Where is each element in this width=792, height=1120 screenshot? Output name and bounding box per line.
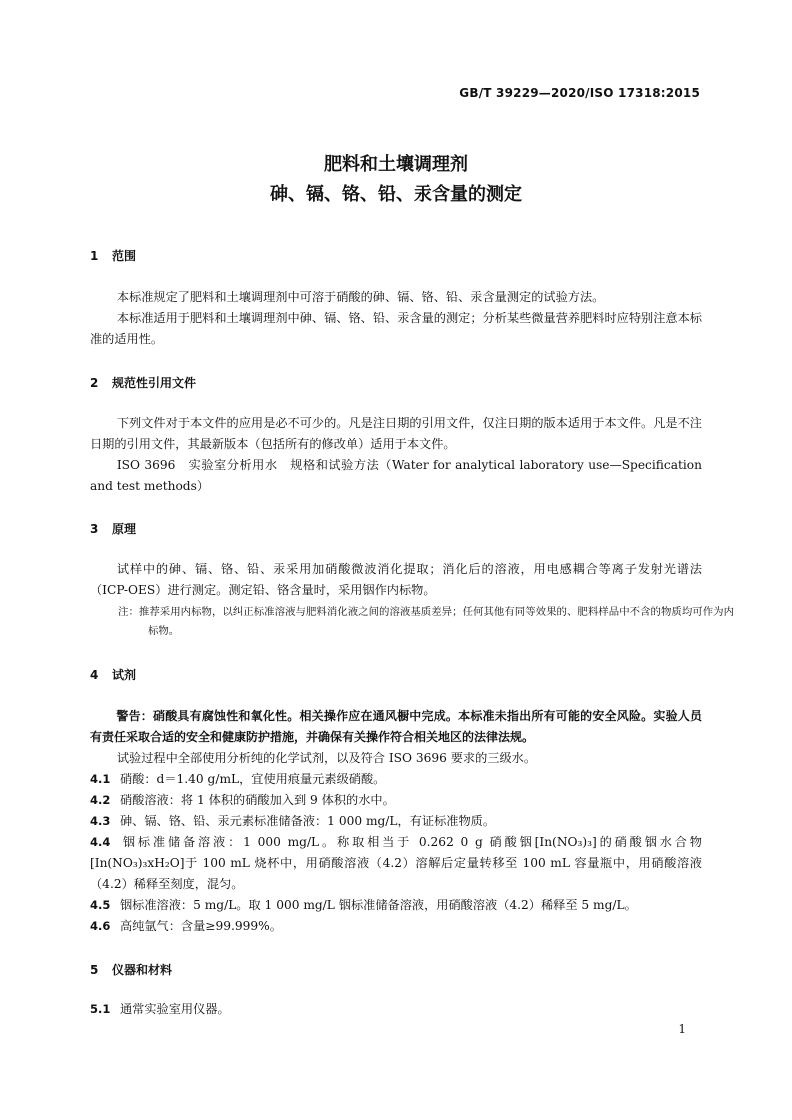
- clause-4-2: 4.2 硝酸溶液：将 1 体积的硝酸加入到 9 体积的水中。: [90, 793, 395, 807]
- section-heading-apparatus: 5 仪器和材料: [90, 963, 173, 977]
- clause-4-1: 4.1 硝酸：d＝1.40 g/mL，宜使用痕量元素级硝酸。: [90, 772, 386, 786]
- principle-note: 注：推荐采用内标物，以纠正标准溶液与肥料消化液之间的溶液基质差异；任何其他有同等效果的、肥料样品中不含的物质均可作为内标物。: [118, 606, 734, 637]
- section-heading-reagents: 4 试剂: [90, 668, 137, 682]
- principle-paragraph: 试样中的砷、镉、铬、铅、汞采用加硝酸微波消化提取；消化后的溶液，用电感耦合等离子发射光谱法（ICP-OES）进行测定。测定铅、铬含量时，采用铟作内标物。: [90, 562, 702, 597]
- clause-4-6: 4.6 高纯氩气：含量≥99.999%。: [90, 919, 282, 933]
- section-heading-scope: 1 范围: [90, 249, 137, 263]
- section-heading-normative-references: 2 规范性引用文件: [90, 376, 197, 390]
- reagents-paragraph: 试验过程中全部使用分析纯的化学试剂，以及符合 ISO 3696 要求的三级水。: [116, 751, 537, 765]
- clause-5-1: 5.1 通常实验室用仪器。: [90, 1002, 230, 1016]
- scope-paragraph-1: 本标准规定了肥料和土壤调理剂中可溶于硝酸的砷、镉、铬、铅、汞含量测定的试验方法。: [116, 290, 605, 304]
- clause-4-4: 4.4 铟标准储备溶液：1 000 mg/L。称取相当于 0.262 0 g 硝酸铟[In(NO₃)₃]的硝酸铟水合物[In(NO₃)₃xH₂O]于 100 mL 烧杯中，用硝酸溶液（4.2）溶解后定量转移至 100 mL 容量瓶中，用硝酸溶液（4.2）稀释至刻度，混匀。: [90, 835, 702, 891]
- scope-paragraph-2: 本标准适用于肥料和土壤调理剂中砷、镉、铬、铅、汞含量的测定；分析某些微量营养肥料时应特别注意本标准的适用性。: [90, 311, 702, 346]
- page-number: 1: [678, 1022, 686, 1036]
- section-heading-principle: 3 原理: [90, 522, 137, 536]
- document-title-line2: 砷、镉、铬、铅、汞含量的测定: [270, 184, 522, 205]
- references-paragraph-1: 下列文件对于本文件的应用是必不可少的。凡是注日期的引用文件，仅注日期的版本适用于本文件。凡是不注日期的引用文件，其最新版本（包括所有的修改单）适用于本文件。: [90, 416, 702, 451]
- references-paragraph-2: ISO 3696 实验室分析用水 规格和试验方法（Water for analytical laboratory use—Specification and test methods）: [90, 458, 702, 493]
- clause-4-3: 4.3 砷、镉、铬、铅、汞元素标准储备液：1 000 mg/L，有证标准物质。: [90, 814, 496, 828]
- safety-warning: 警告：硝酸具有腐蚀性和氧化性。相关操作应在通风橱中完成。本标准未指出所有可能的安全风险。实验人员有责任采取合适的安全和健康防护措施，并确保有关操作符合相关地区的法律法规。: [90, 709, 702, 744]
- clause-4-5: 4.5 铟标准溶液：5 mg/L。取 1 000 mg/L 铟标准储备溶液，用硝酸溶液（4.2）稀释至 5 mg/L。: [90, 898, 637, 912]
- standard-code: GB/T 39229—2020/ISO 17318:2015: [459, 86, 700, 100]
- document-title-line1: 肥料和土壤调理剂: [324, 154, 468, 175]
